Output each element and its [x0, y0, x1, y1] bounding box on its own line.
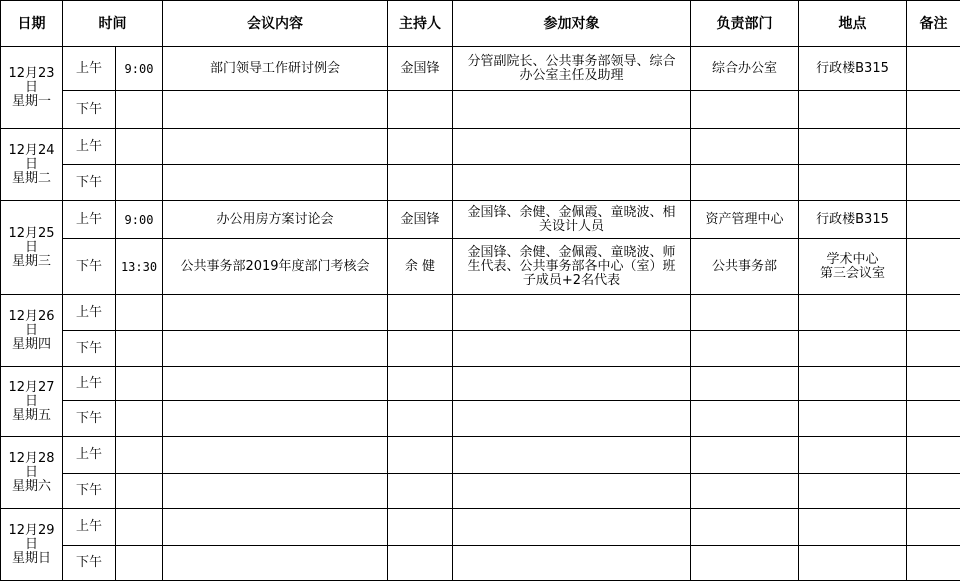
host-cell — [388, 295, 453, 331]
department-cell — [691, 295, 799, 331]
date-label: 12月28日 — [3, 452, 60, 480]
content-cell — [163, 401, 388, 437]
time-cell — [116, 165, 163, 201]
remark-cell — [907, 91, 960, 129]
remark-cell — [907, 401, 960, 437]
date-label: 12月29日 — [3, 524, 60, 552]
department-cell: 综合办公室 — [691, 47, 799, 91]
attendees-cell — [453, 91, 691, 129]
date-cell — [1, 47, 63, 129]
time-cell — [116, 509, 163, 546]
header-host: 主持人 — [388, 1, 453, 47]
host-cell: 金国锋 — [388, 47, 453, 91]
date-cell — [1, 295, 63, 367]
date-cell — [1, 367, 63, 437]
attendees-cell — [453, 201, 691, 239]
remark-cell — [907, 201, 960, 239]
period-cell: 上午 — [63, 437, 116, 474]
table-row — [1, 367, 960, 401]
period-cell: 上午 — [63, 129, 116, 165]
time-cell: 13:30 — [116, 239, 163, 295]
location-cell — [799, 367, 907, 401]
period-cell: 上午 — [63, 47, 116, 91]
header-row — [1, 1, 960, 47]
location-cell — [799, 437, 907, 474]
table-row — [1, 129, 960, 165]
header-remarks: 备注 — [907, 1, 960, 47]
period-cell: 下午 — [63, 165, 116, 201]
location-cell-line: 行政楼B315 — [801, 62, 904, 76]
content-cell — [163, 474, 388, 509]
attendees-cell — [453, 546, 691, 581]
host-cell — [388, 165, 453, 201]
attendees-cell — [453, 239, 691, 295]
time-cell — [116, 331, 163, 367]
location-cell — [799, 331, 907, 367]
header-time: 时间 — [63, 1, 163, 47]
remark-cell — [907, 331, 960, 367]
date-label: 12月23日 — [3, 67, 60, 95]
department-cell — [691, 367, 799, 401]
attendees-cell-line: 关设计人员 — [455, 220, 688, 234]
department-cell — [691, 331, 799, 367]
table-row — [1, 295, 960, 331]
content-cell — [163, 295, 388, 331]
table-row — [1, 165, 960, 201]
department-cell — [691, 509, 799, 546]
location-cell — [799, 129, 907, 165]
period-cell: 下午 — [63, 91, 116, 129]
period-cell: 下午 — [63, 474, 116, 509]
weekday-label: 星期日 — [3, 552, 60, 566]
host-cell — [388, 367, 453, 401]
location-cell — [799, 165, 907, 201]
table-row — [1, 546, 960, 581]
host-cell: 余 健 — [388, 239, 453, 295]
table-row — [1, 331, 960, 367]
attendees-cell-line: 生代表、公共事务部各中心（室）班 — [455, 260, 688, 274]
attendees-cell — [453, 474, 691, 509]
date-label: 12月26日 — [3, 310, 60, 338]
remark-cell — [907, 437, 960, 474]
department-cell: 资产管理中心 — [691, 201, 799, 239]
content-cell — [163, 546, 388, 581]
remark-cell — [907, 546, 960, 581]
time-cell — [116, 401, 163, 437]
attendees-cell-line: 分管副院长、公共事务部领导、综合 — [455, 55, 688, 69]
location-cell — [799, 47, 907, 91]
date-cell — [1, 201, 63, 295]
attendees-cell-line: 办公室主任及助理 — [455, 69, 688, 83]
location-cell — [799, 401, 907, 437]
host-cell — [388, 91, 453, 129]
header-attendees: 参加对象 — [453, 1, 691, 47]
content-cell: 部门领导工作研讨例会 — [163, 47, 388, 91]
header-location: 地点 — [799, 1, 907, 47]
department-cell — [691, 474, 799, 509]
period-cell: 下午 — [63, 546, 116, 581]
content-cell — [163, 509, 388, 546]
period-cell: 下午 — [63, 401, 116, 437]
table-row — [1, 401, 960, 437]
host-cell — [388, 401, 453, 437]
date-cell — [1, 129, 63, 201]
attendees-cell — [453, 437, 691, 474]
host-cell — [388, 474, 453, 509]
department-cell: 公共事务部 — [691, 239, 799, 295]
weekday-label: 星期四 — [3, 338, 60, 352]
attendees-cell — [453, 367, 691, 401]
remark-cell — [907, 509, 960, 546]
host-cell — [388, 129, 453, 165]
time-cell — [116, 474, 163, 509]
attendees-cell — [453, 509, 691, 546]
host-cell — [388, 509, 453, 546]
attendees-cell — [453, 401, 691, 437]
host-cell — [388, 331, 453, 367]
table-row — [1, 509, 960, 546]
department-cell — [691, 129, 799, 165]
department-cell — [691, 546, 799, 581]
weekday-label: 星期五 — [3, 409, 60, 423]
content-cell — [163, 331, 388, 367]
content-cell — [163, 437, 388, 474]
remark-cell — [907, 129, 960, 165]
department-cell — [691, 401, 799, 437]
location-cell-line: 第三会议室 — [801, 267, 904, 281]
period-cell: 上午 — [63, 201, 116, 239]
remark-cell — [907, 367, 960, 401]
time-cell — [116, 437, 163, 474]
remark-cell — [907, 47, 960, 91]
time-cell — [116, 129, 163, 165]
attendees-cell-line: 金国锋、余健、金佩霞、童晓波、师 — [455, 246, 688, 260]
host-cell: 金国锋 — [388, 201, 453, 239]
content-cell: 办公用房方案讨论会 — [163, 201, 388, 239]
weekday-label: 星期一 — [3, 95, 60, 109]
remark-cell — [907, 295, 960, 331]
attendees-cell-line: 子成员+2名代表 — [455, 274, 688, 288]
location-cell — [799, 91, 907, 129]
attendees-cell — [453, 331, 691, 367]
time-cell — [116, 295, 163, 331]
content-cell — [163, 129, 388, 165]
location-cell — [799, 239, 907, 295]
location-cell — [799, 509, 907, 546]
department-cell — [691, 165, 799, 201]
content-cell: 公共事务部2019年度部门考核会 — [163, 239, 388, 295]
location-cell — [799, 546, 907, 581]
remark-cell — [907, 165, 960, 201]
period-cell: 下午 — [63, 239, 116, 295]
time-cell: 9:00 — [116, 47, 163, 91]
attendees-cell-line: 金国锋、余健、金佩霞、童晓波、相 — [455, 206, 688, 220]
weekday-label: 星期二 — [3, 172, 60, 186]
header-date: 日期 — [1, 1, 63, 47]
remark-cell — [907, 474, 960, 509]
table-row — [1, 47, 960, 91]
location-cell — [799, 201, 907, 239]
department-cell — [691, 91, 799, 129]
header-content: 会议内容 — [163, 1, 388, 47]
time-cell — [116, 91, 163, 129]
attendees-cell — [453, 129, 691, 165]
content-cell — [163, 91, 388, 129]
time-cell — [116, 367, 163, 401]
period-cell: 下午 — [63, 331, 116, 367]
table-row — [1, 239, 960, 295]
period-cell: 上午 — [63, 367, 116, 401]
date-label: 12月25日 — [3, 227, 60, 255]
time-cell: 9:00 — [116, 201, 163, 239]
attendees-cell — [453, 295, 691, 331]
table-row — [1, 474, 960, 509]
date-cell — [1, 509, 63, 581]
date-label: 12月27日 — [3, 381, 60, 409]
location-cell-line: 行政楼B315 — [801, 213, 904, 227]
department-cell — [691, 437, 799, 474]
date-label: 12月24日 — [3, 144, 60, 172]
content-cell — [163, 367, 388, 401]
schedule-body — [1, 47, 960, 581]
period-cell: 上午 — [63, 295, 116, 331]
header-department: 负责部门 — [691, 1, 799, 47]
time-cell — [116, 546, 163, 581]
weekday-label: 星期三 — [3, 255, 60, 269]
attendees-cell — [453, 47, 691, 91]
remark-cell — [907, 239, 960, 295]
location-cell — [799, 474, 907, 509]
period-cell: 上午 — [63, 509, 116, 546]
weekday-label: 星期六 — [3, 480, 60, 494]
table-row — [1, 201, 960, 239]
host-cell — [388, 437, 453, 474]
table-row — [1, 91, 960, 129]
attendees-cell — [453, 165, 691, 201]
table-row — [1, 437, 960, 474]
location-cell-line: 学术中心 — [801, 253, 904, 267]
host-cell — [388, 546, 453, 581]
content-cell — [163, 165, 388, 201]
date-cell — [1, 437, 63, 509]
location-cell — [799, 295, 907, 331]
